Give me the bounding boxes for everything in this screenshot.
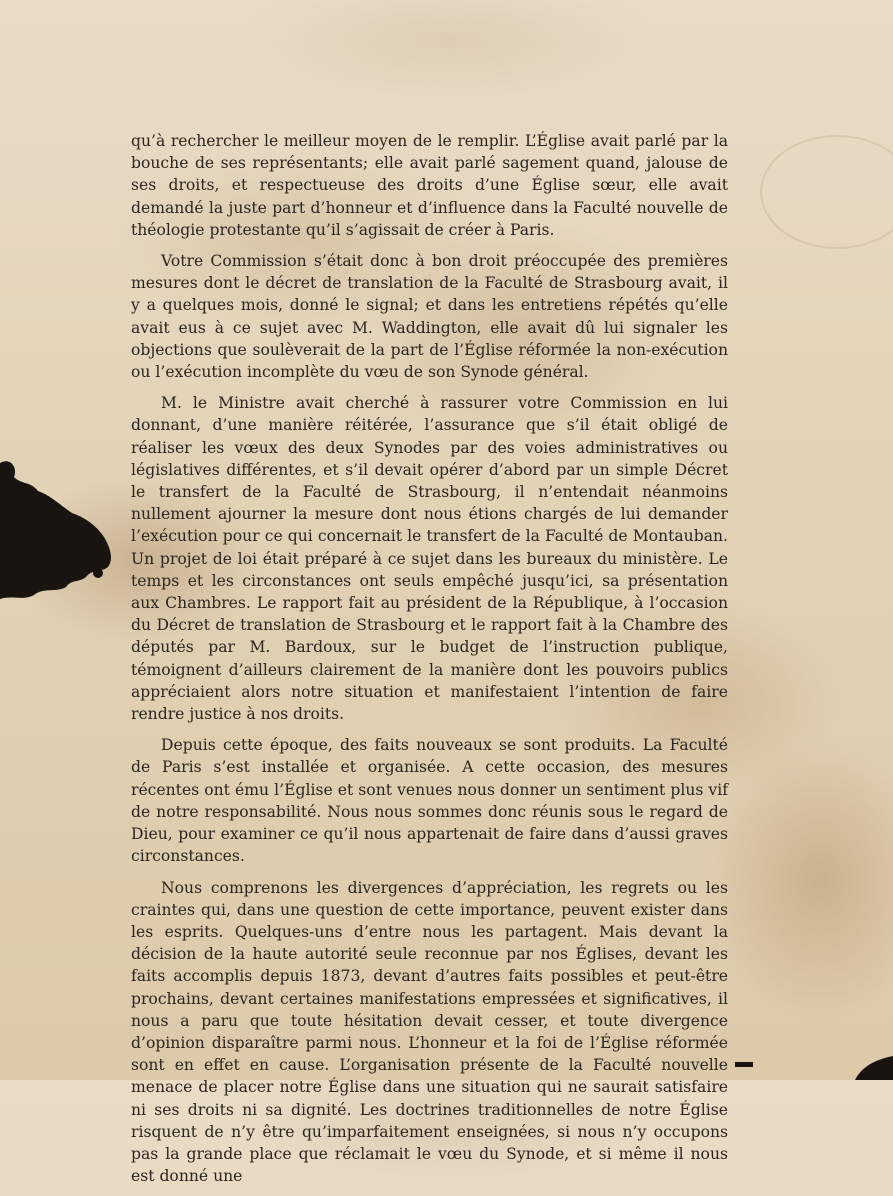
faded-stamp <box>760 135 893 249</box>
paragraph-1: qu’à rechercher le meilleur moyen de le remplir. L’Église avait parlé par la bouche de ses représentants; elle avait parlé sagement quand, jalouse de ses droits, et respectueuse des droits d’une Église sœur, elle avait demandé la juste part d’honneur et d’influence dans la Faculté nouvelle de théologie protestante qu’il s’agissait de créer à Paris. <box>131 132 728 239</box>
paragraph-2: Votre Commission s’était donc à bon droit préoccupée des premières mesures dont le décret de translation de la Faculté de Strasbourg avait, il y a quelques mois, donné le signal; et dans les entretiens répétés qu’elle avait eus à ce sujet avec M. Waddington, elle avait dû lui signaler les objections que soulèverait de la part de l’Église réformée la non-exécution ou l’exécution incomplète du vœu de son Synode général. <box>131 252 728 382</box>
burn-damage <box>0 455 120 605</box>
edge-damage <box>735 1050 893 1080</box>
paragraph-3: M. le Ministre avait cherché à rassurer votre Commission en lui donnant, d’une manière réitérée, l’assurance que s’il était obligé de réaliser les vœux des deux Synodes par des voies administratives ou législatives différentes, et s’il devait opérer d’abord par un simple Décret le transfert de la Faculté de Strasbourg, il n’entendait néanmoins nullement ajourner la mesure dont nous étions chargés de lui demander l’exécution pour ce qui concernait le transfert de la Faculté de Montauban. Un projet de loi était préparé à ce sujet dans les bureaux du ministère. Le temps et les circonstances ont seuls empêché jusqu’ici, sa présentation aux Chambres. Le rapport fait au président de la République, à l’occasion du Décret de translation de Strasbourg et le rapport fait à la Chambre des députés par M. Bardoux, sur le budget de l’instruction publique, témoignent d’ailleurs clairement de la manière dont les pouvoirs publics appréciaient alors notre situation et manifestaient l’intention de faire rendre justice à nos droits. <box>131 394 728 724</box>
body-text <box>131 130 728 1196</box>
paragraph-4: Depuis cette époque, des faits nouveaux se sont produits. La Faculté de Paris s’est installée et organisée. A cette occasion, des mesures récentes ont ému l’Église et sont venues nous donner un sentiment plus vif de notre responsabilité. Nous nous sommes donc réunis sous le regard de Dieu, pour examiner ce qu’il nous appartenait de faire dans d’aussi graves circonstances. <box>131 736 728 866</box>
paragraph-5: Nous comprenons les divergences d’appréciation, les regrets ou les craintes qui, dans une question de cette importance, peuvent exister dans les esprits. Quelques-uns d’entre nous les partagent. Mais devant la décision de la haute autorité seule reconnue par nos Églises, devant les faits accomplis depuis 1873, devant d’autres faits possibles et peut-être prochains, devant certaines manifestations empressées et significatives, il nous a paru que toute hésitation devait cesser, et toute divergence d’opinion disparaître parmi nous. L’honneur et la foi de l’Église réformée sont en effet en cause. L’organisation présente de la Faculté nouvelle menace de placer notre Église dans une situation qui ne saurait satisfaire ni ses droits ni sa dignité. Les doctrines traditionnelles de notre Église risquent de n’y être qu’imparfaitement enseignées, si nous n’y occupons pas la grande place que réclamait le vœu du Synode, et si même il nous est donné une <box>131 878 728 1186</box>
